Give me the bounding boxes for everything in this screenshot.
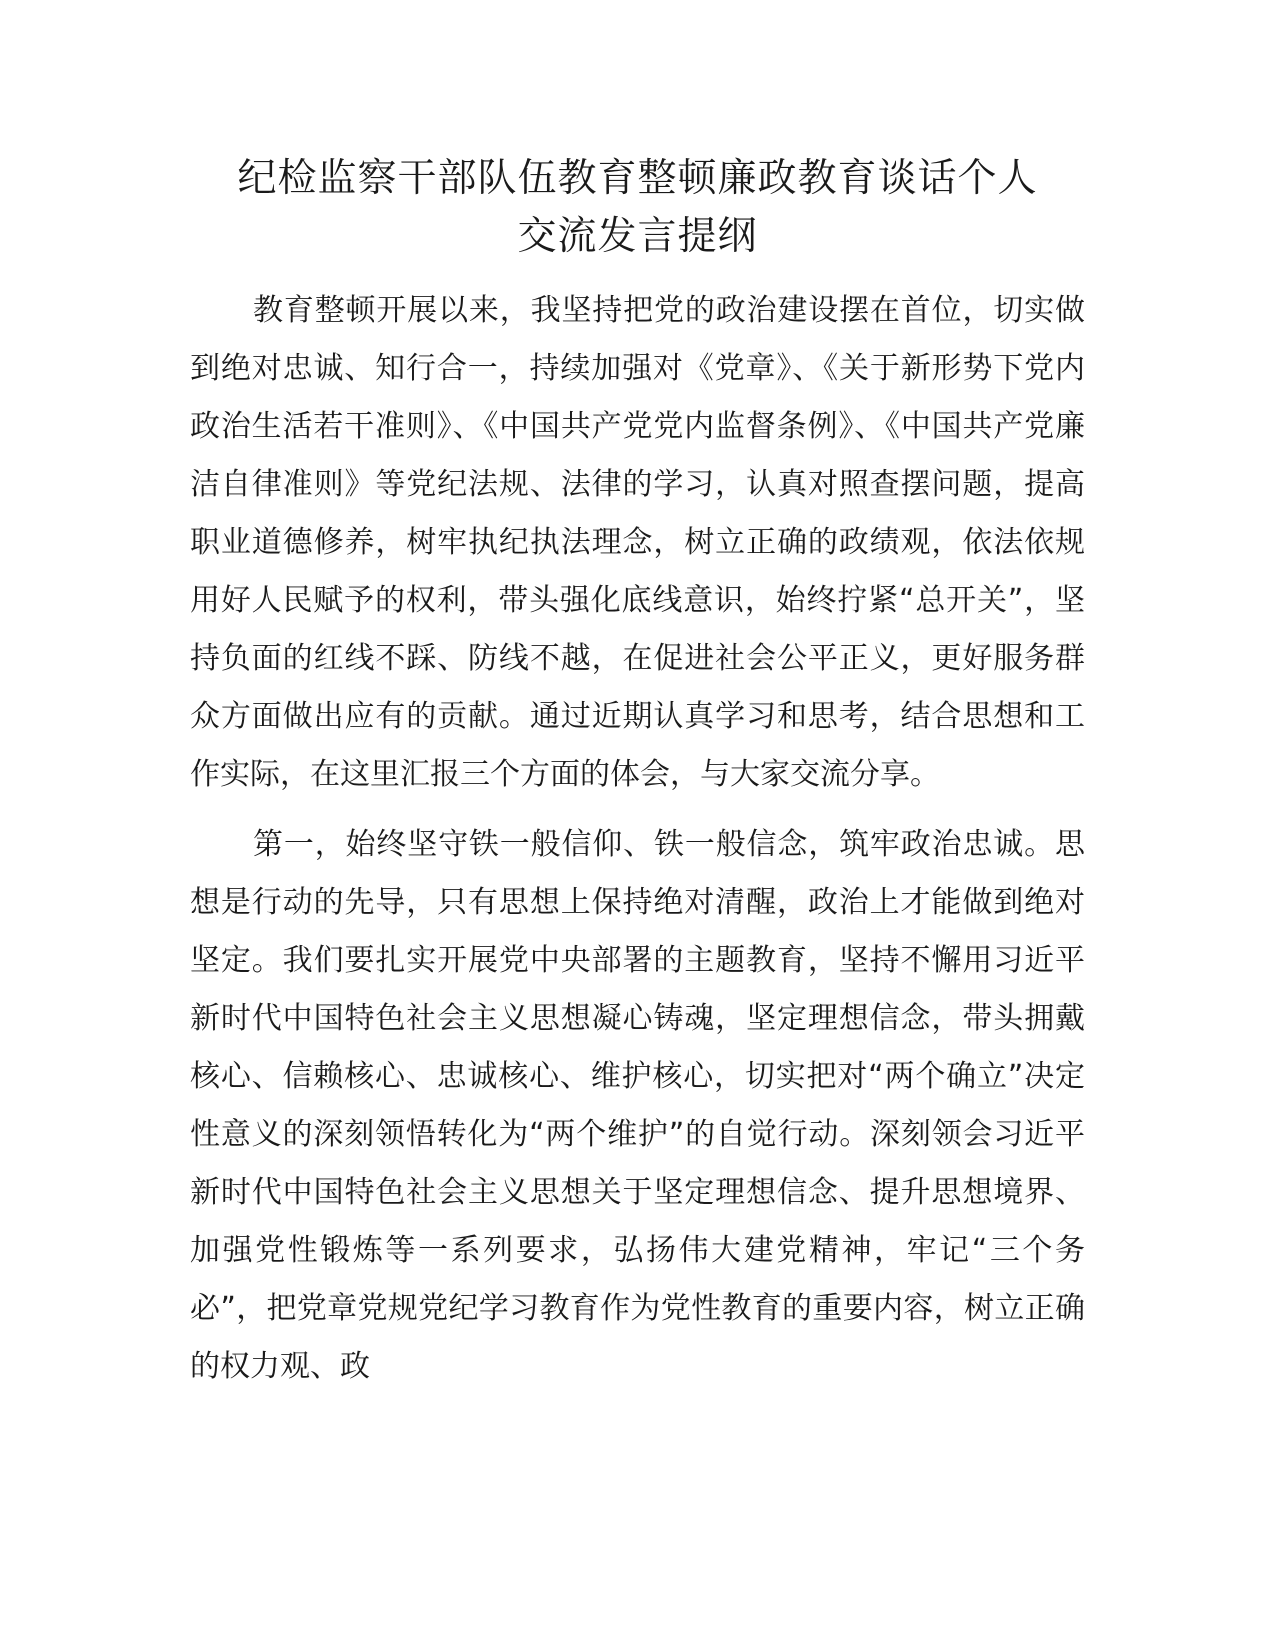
title-line-1: 纪检监察干部队伍教育整顿廉政教育谈话个人 bbox=[237, 156, 1038, 201]
paragraph-first-point: 第一，始终坚守铁一般信仰、铁一般信念，筑牢政治忠诚。思想是行动的先导，只有思想上保持绝对清醒，政治上才能做到绝对坚定。我们要扎实开展党中央部署的主题教育，坚持不懈用习近平新时代中国特色社会主义思想凝心铸魂，坚定理想信念，带头拥戴核心、信赖核心、忠诚核心、维护核心，切实把对“两个确立”决定性意义的深刻领悟转化为“两个维护”的自觉行动。深刻领会习近平新时代中国特色社会主义思想关于坚定理想信念、提升思想境界、加强党性锻炼等一系列要求，弘扬伟大建党精神，牢记“三个务必”，把党章党规党纪学习教育作为党性教育的重要内容，树立正确的权力观、政 bbox=[190, 827, 1085, 1384]
document-title bbox=[190, 150, 1085, 266]
title-line-2: 交流发言提纲 bbox=[517, 214, 758, 259]
paragraph-intro: 教育整顿开展以来，我坚持把党的政治建设摆在首位，切实做到绝对忠诚、知行合一，持续加强对《党章》、《关于新形势下党内政治生活若干准则》、《中国共产党党内监督条例》、《中国共产党廉洁自律准则》等党纪法规、法律的学习，认真对照查摆问题，提高职业道德修养，树牢执纪执法理念，树立正确的政绩观，依法依规用好人民赋予的权利，带头强化底线意识，始终拧紧“总开关”，坚持负面的红线不踩、防线不越，在促进社会公平正义，更好服务群众方面做出应有的贡献。通过近期认真学习和思考，结合思想和工作实际，在这里汇报三个方面的体会，与大家交流分享。 bbox=[190, 293, 1085, 792]
